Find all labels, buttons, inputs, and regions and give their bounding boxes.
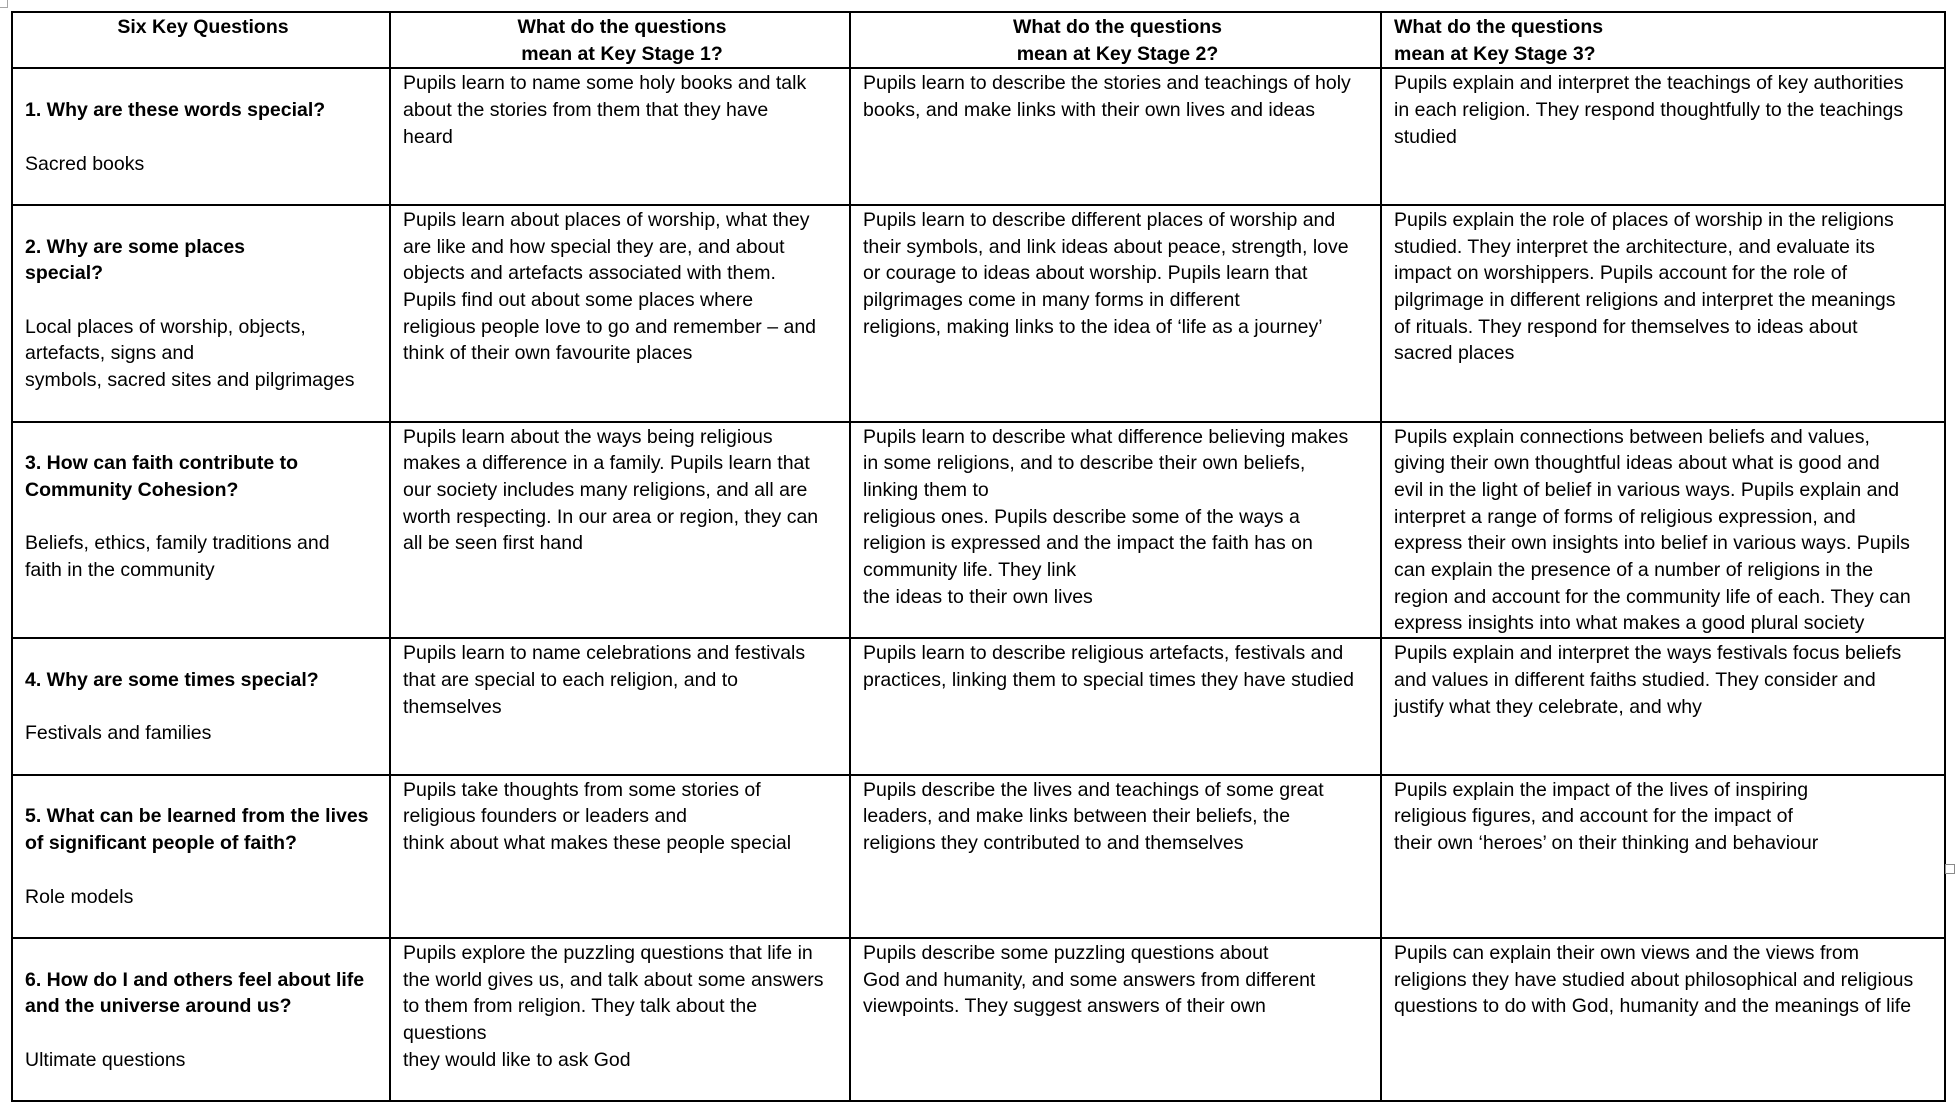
question-title: 1. Why are these words special? — [25, 99, 326, 122]
ks2-cell: Pupils describe some puzzling questions about God and humanity, and some answers from different viewpoints. They suggest answers of their own — [850, 938, 1381, 1101]
header-row — [12, 12, 1945, 68]
ks3-cell: Pupils explain and interpret the teachings of key authorities in each religion. They respond thoughtfully to the teachings studied — [1381, 68, 1945, 205]
question-topic: Role models — [25, 885, 134, 908]
table-row — [12, 775, 1945, 938]
ks1-cell: Pupils explore the puzzling questions that life in the world gives us, and talk about some answers to them from religion. They talk about the questions they would like to ask God — [390, 938, 850, 1101]
table-row — [12, 68, 1945, 205]
ks1-cell: Pupils learn about places of worship, what they are like and how special they are, and about objects and artefacts associated with them. Pupils find out about some places where religious people love to go and remember – and think of their own favourite places — [390, 205, 850, 422]
question-topic: Ultimate questions — [25, 1048, 186, 1071]
question-title: 4. Why are some times special? — [25, 668, 319, 691]
table-resize-handle[interactable] — [1945, 864, 1955, 874]
header-key-stage-2: What do the questions mean at Key Stage 2? — [850, 12, 1381, 68]
table-row — [12, 205, 1945, 422]
header-six-key-questions: Six Key Questions — [12, 12, 390, 68]
ks2-cell: Pupils learn to describe different places of worship and their symbols, and link ideas about peace, strength, love or courage to ideas about worship. Pupils learn that pilgrimages come in many forms in different religions, making links to the idea of ‘life as a journey’ — [850, 205, 1381, 422]
question-title: 5. What can be learned from the lives of significant people of faith? — [25, 805, 369, 855]
table-row — [12, 638, 1945, 775]
question-topic: Local places of worship, objects, artefacts, signs and symbols, sacred sites and pilgrimages — [25, 315, 355, 392]
ks1-cell: Pupils take thoughts from some stories of religious founders or leaders and think about what makes these people special — [390, 775, 850, 938]
ks3-cell: Pupils explain the impact of the lives of inspiring religious figures, and account for the impact of their own ‘heroes’ on their thinking and behaviour — [1381, 775, 1945, 938]
ks3-cell: Pupils explain the role of places of worship in the religions studied. They interpret the architecture, and evaluate its impact on worshippers. Pupils account for the role of pilgrimage in different religions and interpret the meanings of rituals. They respond for themselves to ideas about sacred places — [1381, 205, 1945, 422]
question-cell — [12, 205, 390, 422]
header-key-stage-3: What do the questions mean at Key Stage 3? — [1381, 12, 1945, 68]
table-row — [12, 938, 1945, 1101]
ks3-cell: Pupils explain connections between beliefs and values, giving their own thoughtful ideas about what is good and evil in the light of belief in various ways. Pupils explain and interpret a range of forms of religious expression, and express their own insights into belief in various ways. Pupils can explain the presence of a number of religions in the region and account for the community life of each. They can express insights into what makes a good plural society — [1381, 422, 1945, 639]
ks1-cell: Pupils learn to name some holy books and talk about the stories from them that they have heard — [390, 68, 850, 205]
ks2-cell: Pupils learn to describe the stories and teachings of holy books, and make links with their own lives and ideas — [850, 68, 1381, 205]
question-title: 6. How do I and others feel about life and the universe around us? — [25, 968, 365, 1018]
question-cell — [12, 938, 390, 1101]
ks2-cell: Pupils learn to describe what difference believing makes in some religions, and to describe their own beliefs, linking them to religious ones. Pupils describe some of the ways a religion is expressed and the impact the faith has on community life. They link the ideas to their own lives — [850, 422, 1381, 639]
question-topic: Beliefs, ethics, family traditions and faith in the community — [25, 532, 330, 582]
ks2-cell: Pupils describe the lives and teachings of some great leaders, and make links between their beliefs, the religions they contributed to and themselves — [850, 775, 1381, 938]
ks3-cell: Pupils explain and interpret the ways festivals focus beliefs and values in different faiths studied. They consider and justify what they celebrate, and why — [1381, 638, 1945, 775]
table-row — [12, 422, 1945, 639]
key-questions-table — [11, 11, 1946, 1102]
question-topic: Festivals and families — [25, 722, 212, 745]
question-title: 2. Why are some places special? — [25, 235, 246, 285]
ks1-cell: Pupils learn about the ways being religious makes a difference in a family. Pupils learn that our society includes many religions, and all are worth respecting. In our area or region, they can all be seen first hand — [390, 422, 850, 639]
question-title: 3. How can faith contribute to Community Cohesion? — [25, 452, 299, 501]
question-cell — [12, 775, 390, 938]
question-cell — [12, 68, 390, 205]
question-cell — [12, 638, 390, 775]
question-cell — [12, 422, 390, 639]
table-move-handle[interactable] — [0, 0, 8, 8]
ks1-cell: Pupils learn to name celebrations and festivals that are special to each religion, and to themselves — [390, 638, 850, 775]
ks2-cell: Pupils learn to describe religious artefacts, festivals and practices, linking them to special times they have studied — [850, 638, 1381, 775]
ks3-cell: Pupils can explain their own views and the views from religions they have studied about philosophical and religious questions to do with God, humanity and the meanings of life — [1381, 938, 1945, 1101]
header-key-stage-1: What do the questions mean at Key Stage 1? — [390, 12, 850, 68]
question-topic: Sacred books — [25, 152, 145, 175]
